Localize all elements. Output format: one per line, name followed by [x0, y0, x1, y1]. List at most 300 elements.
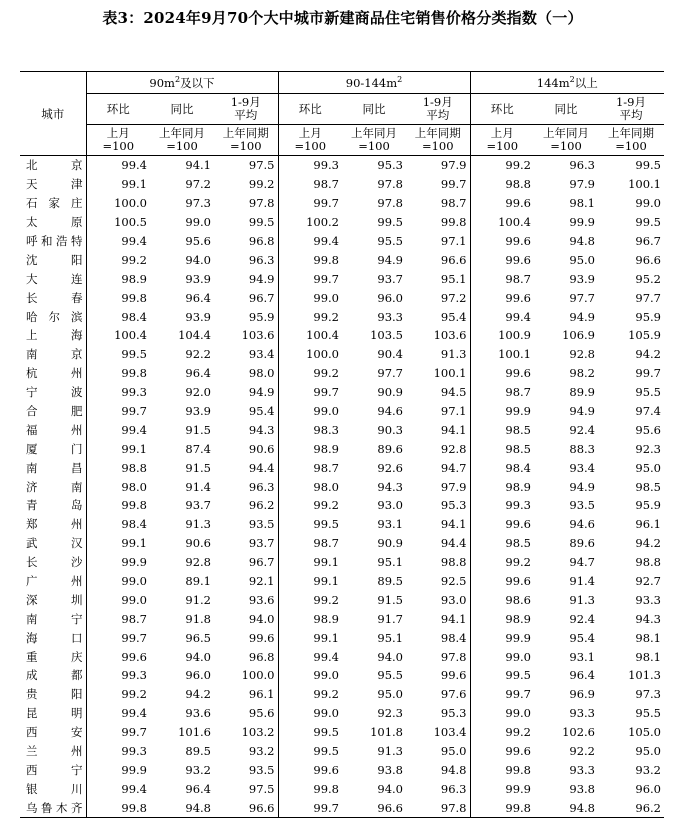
index-value: 92.2 [185, 347, 211, 362]
index-value: 92.5 [440, 574, 467, 589]
city-name: 长春 [26, 290, 83, 305]
index-value: 96.2 [248, 498, 275, 513]
index-value: 95.2 [635, 271, 661, 286]
index-value: 99.4 [278, 647, 342, 666]
index-value: 96.9 [569, 687, 595, 702]
subheader-mom: 环比 [86, 94, 150, 125]
index-value: 95.5 [377, 668, 403, 683]
index-value: 89.5 [185, 744, 211, 759]
table-row [20, 232, 664, 251]
index-value: 91.3 [185, 517, 211, 532]
index-value: 99.5 [470, 666, 534, 685]
base-period-label [86, 125, 150, 156]
subheader-line: 1-9月 [422, 95, 453, 109]
index-value: 98.4 [86, 307, 150, 326]
index-value: 99.5 [278, 723, 342, 742]
index-value: 103.6 [433, 328, 467, 343]
index-value: 98.0 [86, 477, 150, 496]
index-value: 103.6 [241, 328, 275, 343]
index-value: 99.7 [278, 194, 342, 213]
index-value: 93.9 [569, 271, 595, 286]
index-value: 99.5 [635, 215, 661, 230]
index-value: 94.3 [248, 422, 275, 437]
index-value: 95.3 [440, 498, 467, 513]
index-value: 99.7 [86, 723, 150, 742]
index-value: 95.5 [377, 234, 403, 248]
index-value: 99.3 [86, 666, 150, 685]
index-value: 92.1 [248, 574, 275, 589]
index-value: 93.3 [569, 762, 595, 777]
index-value: 97.9 [440, 479, 467, 494]
city-name: 重庆 [26, 649, 83, 664]
city-name: 武汉 [26, 536, 83, 551]
index-value: 87.4 [185, 441, 211, 456]
city-name: 青岛 [26, 498, 83, 513]
index-value: 99.4 [86, 420, 150, 439]
table-row [20, 496, 664, 515]
index-value: 99.8 [278, 250, 342, 269]
index-value: 95.9 [635, 309, 661, 324]
index-value: 96.7 [635, 234, 661, 248]
index-value: 96.4 [569, 668, 595, 683]
city-name: 南宁 [26, 611, 83, 626]
index-value: 94.4 [248, 460, 275, 475]
table-header [20, 72, 664, 156]
index-value: 88.3 [569, 441, 595, 456]
base-period-line: 上月 [106, 126, 130, 140]
base-period-label [214, 125, 278, 156]
index-value: 98.8 [86, 458, 150, 477]
index-value: 98.4 [86, 515, 150, 534]
index-value: 96.1 [248, 687, 275, 702]
index-value: 98.2 [569, 366, 595, 381]
index-value: 103.5 [370, 328, 403, 343]
table-row [20, 534, 664, 553]
index-value: 99.0 [278, 402, 342, 421]
table-row [20, 761, 664, 780]
index-value: 93.7 [377, 271, 403, 286]
table-row [20, 307, 664, 326]
base-period-label [470, 125, 534, 156]
table-row [20, 742, 664, 761]
index-value: 99.4 [86, 704, 150, 723]
index-value: 93.3 [377, 309, 403, 324]
base-period-line: 上年同月 [351, 126, 397, 140]
city-name: 乌鲁木齐 [20, 798, 86, 817]
index-value: 89.9 [569, 385, 595, 400]
index-value: 92.8 [569, 347, 595, 362]
index-value: 103.4 [433, 725, 467, 740]
table-row [20, 288, 664, 307]
index-value: 100.1 [470, 345, 534, 364]
base-period-line: 上年同月 [159, 126, 205, 140]
table-row [20, 458, 664, 477]
table-row [20, 175, 664, 194]
index-value: 99.8 [86, 798, 150, 817]
table-row [20, 798, 664, 817]
subheader-ytd-average [406, 94, 470, 125]
index-value: 98.1 [635, 630, 661, 645]
index-value: 94.0 [185, 649, 211, 664]
city-name: 宁波 [26, 385, 83, 400]
index-value: 99.3 [86, 742, 150, 761]
city-name: 西宁 [26, 762, 83, 777]
index-value: 102.6 [562, 725, 595, 740]
index-value: 99.1 [86, 175, 150, 194]
index-value: 98.7 [470, 269, 534, 288]
index-value: 93.2 [635, 762, 661, 777]
index-value: 99.2 [278, 307, 342, 326]
index-value: 100.0 [241, 668, 275, 683]
index-value: 94.2 [635, 536, 661, 551]
city-name: 哈尔滨 [26, 309, 83, 324]
index-value: 105.0 [628, 725, 661, 740]
index-value: 96.6 [342, 798, 406, 817]
index-value: 94.7 [440, 460, 467, 475]
index-value: 94.9 [569, 309, 595, 324]
city-name: 天津 [26, 177, 83, 192]
index-value: 98.7 [440, 196, 467, 211]
index-value: 99.8 [86, 496, 150, 515]
base-period-label [406, 125, 470, 156]
index-value: 90.6 [185, 536, 211, 551]
index-value: 94.8 [150, 798, 214, 817]
index-value: 92.7 [635, 574, 661, 589]
base-period-label [534, 125, 598, 156]
index-value: 99.8 [278, 779, 342, 798]
city-name: 广州 [26, 574, 83, 589]
index-value: 93.2 [248, 744, 275, 759]
index-value: 94.9 [248, 385, 275, 400]
base-period-line: 上年同期 [608, 126, 654, 140]
table-body [20, 156, 664, 818]
index-value: 94.1 [185, 158, 211, 173]
base-period-line: =100 [166, 139, 198, 153]
index-value: 95.6 [635, 422, 661, 437]
index-value: 93.8 [377, 762, 403, 777]
table-row [20, 779, 664, 798]
city-name: 兰州 [26, 744, 83, 759]
table-row [20, 609, 664, 628]
table-row [20, 515, 664, 534]
index-value: 99.6 [470, 572, 534, 591]
index-value: 91.3 [377, 744, 403, 759]
index-value: 91.5 [185, 422, 211, 437]
index-value: 94.1 [440, 611, 467, 626]
table-row [20, 194, 664, 213]
index-value: 98.9 [278, 609, 342, 628]
city-name: 成都 [26, 668, 83, 683]
index-value: 94.9 [569, 404, 595, 419]
index-value: 95.4 [569, 630, 595, 645]
table-row [20, 213, 664, 232]
index-value: 90.9 [377, 385, 403, 400]
table-row [20, 156, 664, 175]
index-value: 91.5 [185, 460, 211, 475]
index-value: 96.1 [635, 517, 661, 532]
index-value: 96.3 [440, 781, 467, 796]
index-value: 94.6 [569, 517, 595, 532]
subheader-ytd-average [214, 94, 278, 125]
index-value: 95.1 [377, 555, 403, 570]
table-row [20, 364, 664, 383]
index-value: 97.8 [440, 649, 467, 664]
index-value: 99.5 [278, 515, 342, 534]
subheader-yoy: 同比 [150, 94, 214, 125]
index-value: 94.0 [248, 611, 275, 626]
index-value: 94.0 [377, 781, 403, 796]
index-value: 99.7 [278, 383, 342, 402]
index-value: 91.2 [185, 592, 211, 607]
index-value: 95.1 [377, 630, 403, 645]
index-value: 98.1 [569, 196, 595, 211]
index-value: 97.8 [377, 196, 403, 211]
index-value: 98.9 [470, 477, 534, 496]
index-value: 98.7 [278, 534, 342, 553]
group-header-large: $144m^2$以上 [470, 72, 664, 94]
index-value: 97.7 [569, 290, 595, 305]
index-value: 99.7 [86, 402, 150, 421]
table-row [20, 420, 664, 439]
index-value: 98.9 [470, 609, 534, 628]
price-index-table [20, 71, 664, 818]
index-value: 99.5 [635, 158, 661, 173]
index-value: 97.7 [377, 366, 403, 381]
index-value: 99.2 [470, 553, 534, 572]
group-header-medium: $90-144m^2$ [278, 72, 470, 94]
index-value: 98.7 [278, 458, 342, 477]
index-value: 92.4 [569, 422, 595, 437]
index-value: 100.0 [278, 345, 342, 364]
index-value: 98.8 [470, 175, 534, 194]
index-value: 93.0 [440, 592, 467, 607]
index-value: 99.6 [470, 515, 534, 534]
index-value: 91.3 [569, 592, 595, 607]
index-value: 96.0 [635, 781, 661, 796]
index-value: 99.3 [470, 496, 534, 515]
table-row [20, 685, 664, 704]
index-value: 99.6 [470, 364, 534, 383]
index-value: 93.5 [248, 762, 275, 777]
index-value: 99.6 [470, 232, 534, 251]
index-value: 91.8 [185, 611, 211, 626]
index-value: 104.4 [178, 328, 211, 343]
index-value: 94.0 [377, 649, 403, 664]
index-value: 98.5 [470, 534, 534, 553]
index-value: 96.3 [248, 479, 275, 494]
index-value: 99.8 [470, 798, 534, 817]
subheader-line: 平均 [619, 108, 643, 122]
index-value: 99.6 [470, 742, 534, 761]
table-row [20, 402, 664, 421]
index-value: 93.2 [185, 762, 211, 777]
index-value: 94.8 [440, 762, 467, 777]
index-value: 100.9 [470, 326, 534, 345]
index-value: 99.7 [635, 366, 661, 381]
index-value: 101.6 [178, 725, 211, 740]
index-value: 94.4 [440, 536, 467, 551]
table-row [20, 345, 664, 364]
city-name: 大连 [26, 271, 83, 286]
index-value: 94.0 [185, 252, 211, 267]
city-name: 沈阳 [26, 252, 83, 267]
index-value: 90.9 [377, 536, 403, 551]
index-value: 99.9 [470, 779, 534, 798]
index-value: 99.1 [278, 553, 342, 572]
index-value: 94.8 [569, 234, 595, 248]
index-value: 90.4 [377, 347, 403, 362]
index-value: 96.8 [248, 234, 275, 248]
index-value: 93.4 [248, 347, 275, 362]
subheader-mom: 环比 [278, 94, 342, 125]
base-period-line: 上月 [298, 126, 322, 140]
index-value: 99.2 [278, 364, 342, 383]
index-value: 93.1 [569, 649, 595, 664]
index-value: 90.3 [377, 422, 403, 437]
table-row [20, 628, 664, 647]
index-value: 98.9 [86, 269, 150, 288]
index-value: 96.8 [248, 649, 275, 664]
index-value: 99.2 [278, 496, 342, 515]
table-row [20, 572, 664, 591]
index-value: 96.6 [635, 252, 661, 267]
city-name: 杭州 [26, 366, 83, 381]
base-period-line: =100 [358, 139, 390, 153]
index-value: 103.2 [241, 725, 275, 740]
base-period-line: =100 [486, 139, 519, 153]
index-value: 99.1 [86, 534, 150, 553]
index-value: 99.2 [470, 156, 534, 175]
index-value: 99.0 [470, 704, 534, 723]
city-name: 海口 [26, 630, 83, 645]
index-value: 92.0 [185, 385, 211, 400]
city-name: 太原 [26, 215, 83, 230]
index-value: 99.8 [86, 364, 150, 383]
city-name: 西安 [26, 725, 83, 740]
base-period-line: =100 [102, 139, 135, 153]
index-value: 93.9 [185, 404, 211, 419]
index-value: 97.9 [440, 158, 467, 173]
index-value: 96.7 [248, 290, 275, 305]
index-value: 99.2 [86, 685, 150, 704]
table-row [20, 553, 664, 572]
index-value: 99.4 [278, 232, 342, 251]
index-value: 93.6 [248, 592, 275, 607]
index-value: 94.2 [635, 347, 661, 362]
index-value: 99.6 [248, 630, 275, 645]
index-value: 96.3 [248, 252, 275, 267]
index-value: 91.7 [377, 611, 403, 626]
city-name: 北京 [26, 158, 83, 173]
index-value: 98.7 [278, 175, 342, 194]
index-value: 93.0 [377, 498, 403, 513]
index-value: 95.4 [440, 309, 467, 324]
index-value: 99.1 [278, 572, 342, 591]
base-period-line: =100 [229, 139, 262, 153]
city-name: 深圳 [26, 592, 83, 607]
index-value: 97.1 [440, 404, 467, 419]
index-value: 96.4 [185, 366, 211, 381]
header-city: 城市 [20, 72, 86, 156]
index-value: 99.6 [440, 668, 467, 683]
subheader-mom: 环比 [470, 94, 534, 125]
index-value: 94.2 [185, 687, 211, 702]
index-value: 99.9 [470, 628, 534, 647]
table-row [20, 477, 664, 496]
index-value: 98.4 [440, 630, 467, 645]
index-value: 98.1 [635, 649, 661, 664]
index-value: 94.1 [440, 422, 467, 437]
index-value: 98.9 [278, 439, 342, 458]
index-value: 94.9 [569, 479, 595, 494]
base-period-line: =100 [294, 139, 327, 153]
group-header-small: $90m^2$及以下 [86, 72, 278, 94]
city-name: 南昌 [26, 460, 83, 475]
index-value: 97.3 [185, 196, 211, 211]
base-period-line: =100 [550, 139, 582, 153]
index-value: 95.0 [569, 252, 595, 267]
index-value: 99.4 [86, 779, 150, 798]
index-value: 94.9 [248, 271, 275, 286]
index-value: 95.6 [185, 234, 211, 248]
index-value: 99.9 [86, 761, 150, 780]
index-value: 98.3 [278, 420, 342, 439]
subheader-ytd-average [598, 94, 664, 125]
index-value: 99.9 [470, 402, 534, 421]
index-value: 93.1 [377, 517, 403, 532]
index-value: 89.6 [377, 441, 403, 456]
index-value: 96.2 [598, 798, 664, 817]
index-value: 100.0 [86, 194, 150, 213]
base-period-line: =100 [615, 139, 647, 153]
index-value: 98.8 [635, 555, 661, 570]
index-value: 91.4 [569, 574, 595, 589]
index-value: 96.0 [185, 668, 211, 683]
index-value: 94.3 [635, 611, 661, 626]
index-value: 95.3 [440, 706, 467, 721]
index-value: 99.7 [86, 628, 150, 647]
index-value: 99.6 [470, 250, 534, 269]
index-value: 97.3 [635, 687, 661, 702]
index-value: 96.0 [377, 290, 403, 305]
index-value: 95.0 [635, 744, 661, 759]
table-row [20, 383, 664, 402]
index-value: 96.5 [185, 630, 211, 645]
base-period-line: 上月 [490, 126, 514, 140]
city-name: 南京 [26, 347, 83, 362]
table-row [20, 439, 664, 458]
index-value: 94.8 [534, 798, 598, 817]
index-value: 98.5 [470, 439, 534, 458]
index-value: 99.6 [278, 761, 342, 780]
index-value: 91.5 [377, 592, 403, 607]
index-value: 100.1 [433, 366, 467, 381]
index-value: 94.7 [569, 555, 595, 570]
subheader-line: 1-9月 [230, 95, 261, 109]
table-row [20, 723, 664, 742]
index-value: 99.9 [86, 553, 150, 572]
base-period-line: 上年同月 [543, 126, 589, 140]
city-name: 合肥 [26, 404, 83, 419]
index-value: 97.5 [248, 158, 275, 173]
index-value: 99.1 [278, 628, 342, 647]
subheader-line: 平均 [234, 108, 258, 122]
index-value: 95.3 [377, 158, 403, 173]
index-value: 92.8 [185, 555, 211, 570]
index-value: 99.5 [278, 742, 342, 761]
index-value: 99.6 [86, 647, 150, 666]
index-value: 101.8 [370, 725, 403, 740]
